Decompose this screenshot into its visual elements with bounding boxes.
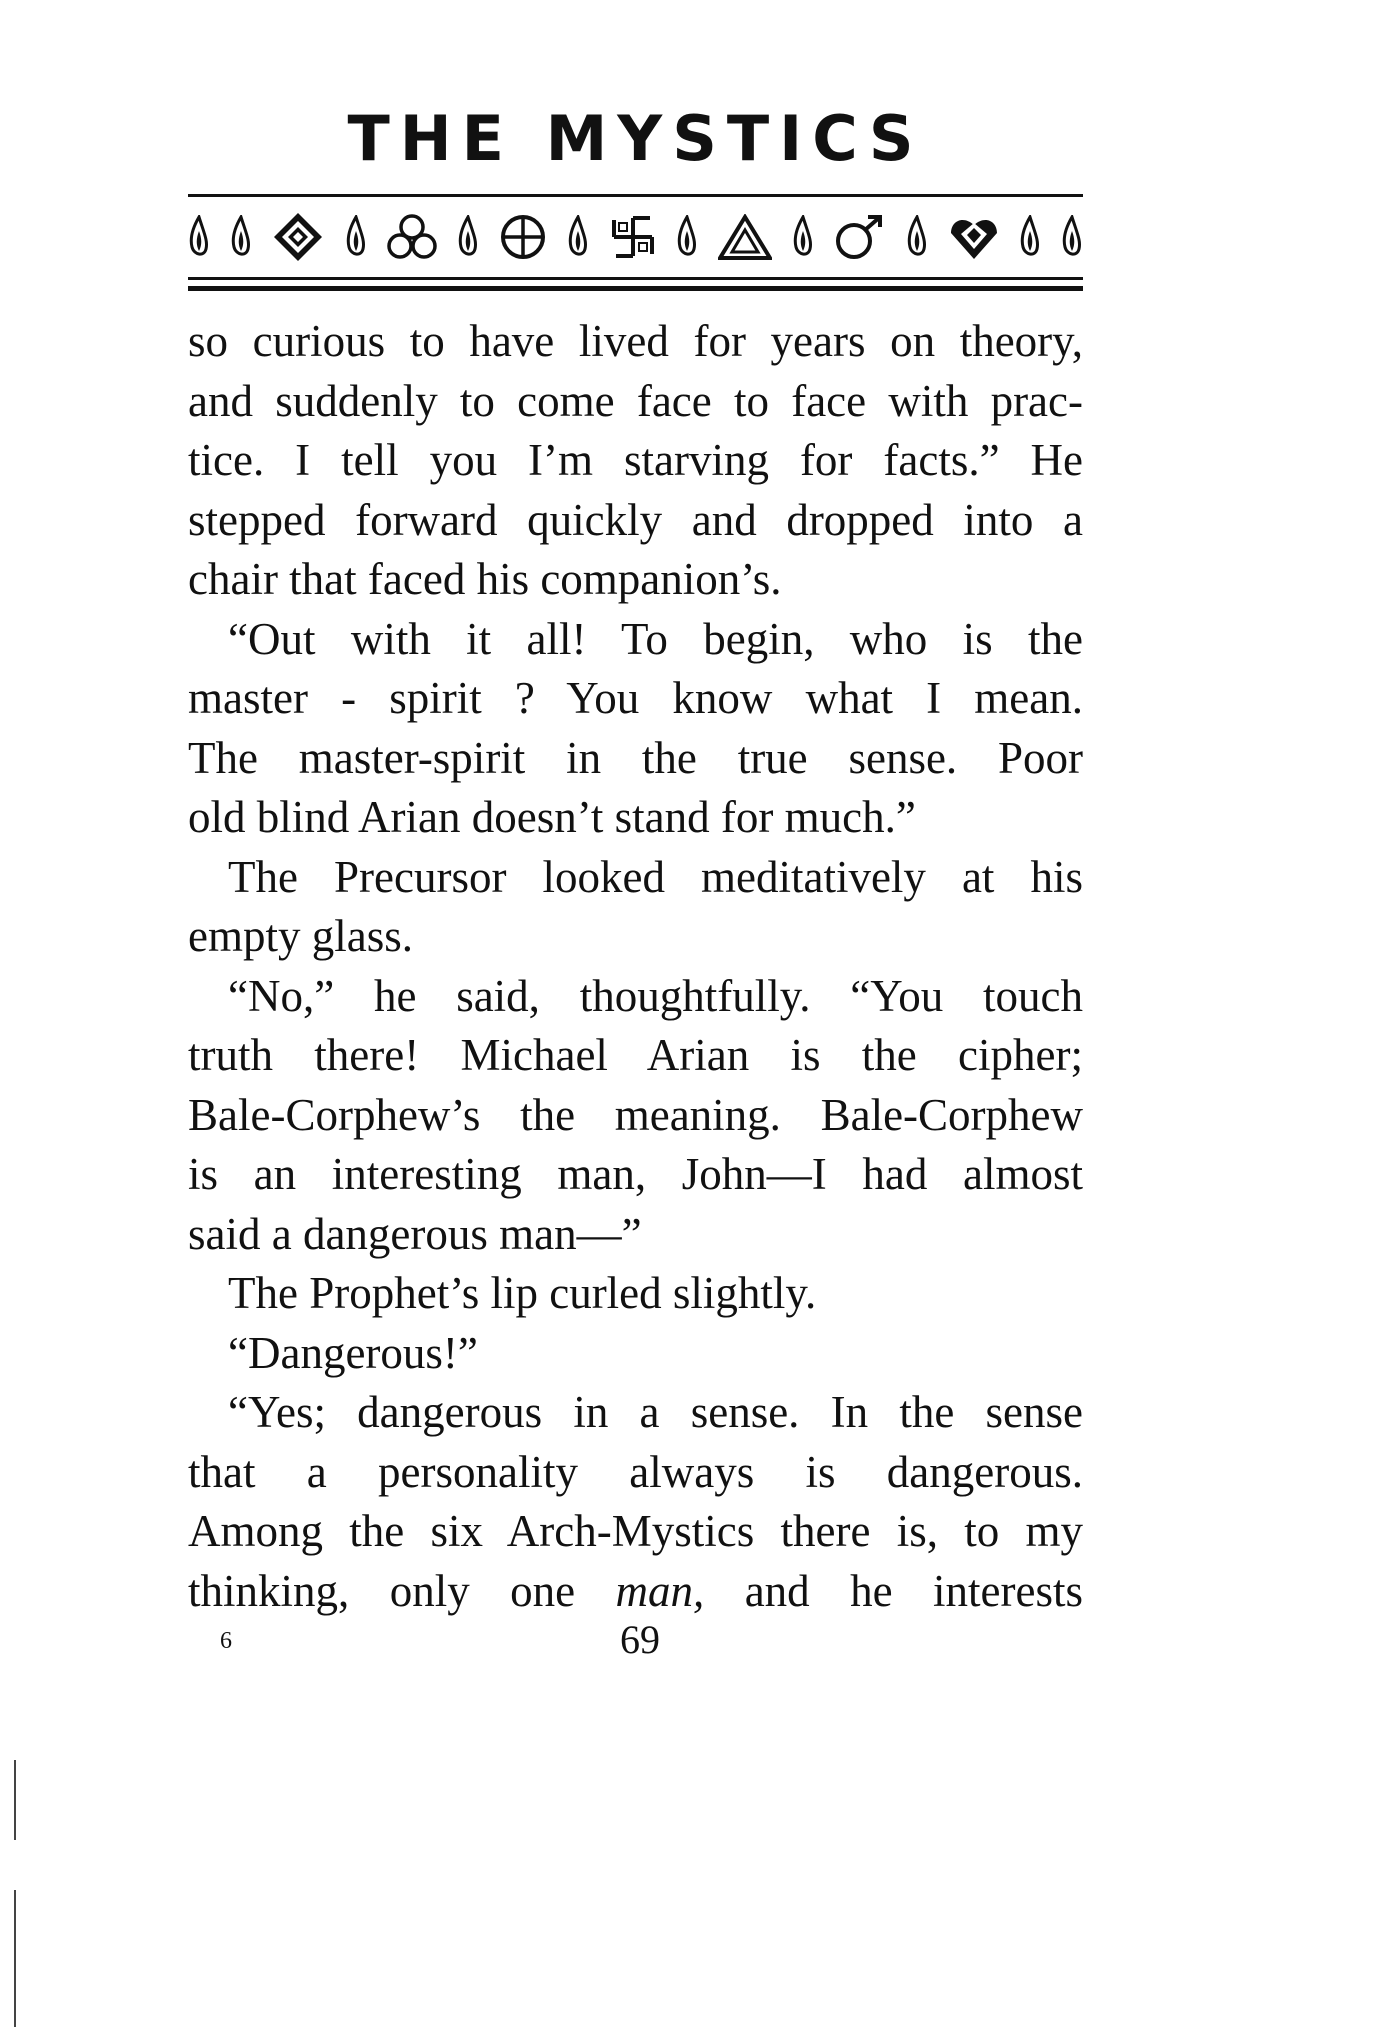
text-line: The master-spirit in the true sense. Poor: [188, 732, 1083, 783]
text-line: “No,” he said, thoughtfully. “You touch: [228, 970, 1083, 1021]
flame-icon: [188, 215, 210, 259]
text-line: The Prophet’s lip curled slightly.: [228, 1268, 817, 1318]
flame-icon: [230, 215, 252, 259]
text-line: Among the six Arch-Mystics there is, to my: [188, 1506, 1083, 1556]
flame-icon: [906, 215, 928, 259]
header-rule-top: [188, 194, 1083, 197]
header-rule-bottom-thick: [188, 286, 1083, 291]
signature-mark: 6: [220, 1628, 232, 1654]
text-line: stepped forward quickly and dropped into a: [188, 494, 1083, 545]
text-line: old blind Arian doesn’t stand for much.”: [188, 792, 916, 842]
flame-icon: [1061, 215, 1083, 259]
mars-symbol-icon: [834, 213, 886, 261]
running-title: THE MYSTICS: [347, 102, 924, 175]
text-run: and he interests: [704, 1565, 1083, 1616]
flame-icon: [1019, 215, 1041, 259]
text-line: said a dangerous man—”: [188, 1208, 642, 1259]
text-line: The Precursor looked meditatively at his: [228, 851, 1083, 902]
text-line-final: [188, 1562, 1083, 1622]
text-line: so curious to have lived for years on theory,: [188, 316, 1083, 366]
text-line: “Out with it all! To begin, who is the: [228, 613, 1083, 664]
flame-icon: [345, 215, 367, 259]
text-line: tice. I tell you I’m starving for facts.” He: [188, 435, 1083, 485]
heart-diamond-icon: [949, 213, 999, 261]
text-line: that a personality always is dangerous.: [188, 1446, 1083, 1497]
text-line: “Yes; dangerous in a sense. In the sense: [228, 1387, 1083, 1437]
margin-mark: [14, 1890, 16, 2027]
flame-icon: [676, 215, 698, 259]
text-line: master - spirit ? You know what I mean.: [188, 673, 1083, 723]
text-line: chair that faced his companion’s.: [188, 554, 782, 604]
emphasis-word: man,: [615, 1565, 705, 1616]
body-text: [188, 312, 1083, 1621]
diamond-icon: [272, 211, 324, 263]
margin-mark: [14, 1760, 16, 1840]
text-line: is an interesting man, John—I had almost: [188, 1149, 1083, 1199]
flame-icon: [567, 215, 589, 259]
quartered-circle-icon: [499, 213, 547, 261]
triangle-icon: [718, 214, 772, 260]
text-line: “Dangerous!”: [228, 1327, 478, 1378]
text-line: truth there! Michael Arian is the cipher;: [188, 1030, 1083, 1080]
page-number: 69: [620, 1617, 660, 1662]
trefoil-icon: [387, 213, 437, 261]
text-line: Bale-Corphew’s the meaning. Bale-Corphew: [188, 1089, 1083, 1140]
text-line: and suddenly to come face to face with prac-: [188, 375, 1083, 426]
flame-icon: [457, 215, 479, 259]
text-run: thinking, only one: [188, 1565, 616, 1616]
flame-icon: [792, 215, 814, 259]
text-line: empty glass.: [188, 911, 413, 961]
swastika-icon: [610, 214, 656, 260]
ornament-band: [188, 202, 1083, 272]
header-rule-bottom-thin: [188, 277, 1083, 280]
